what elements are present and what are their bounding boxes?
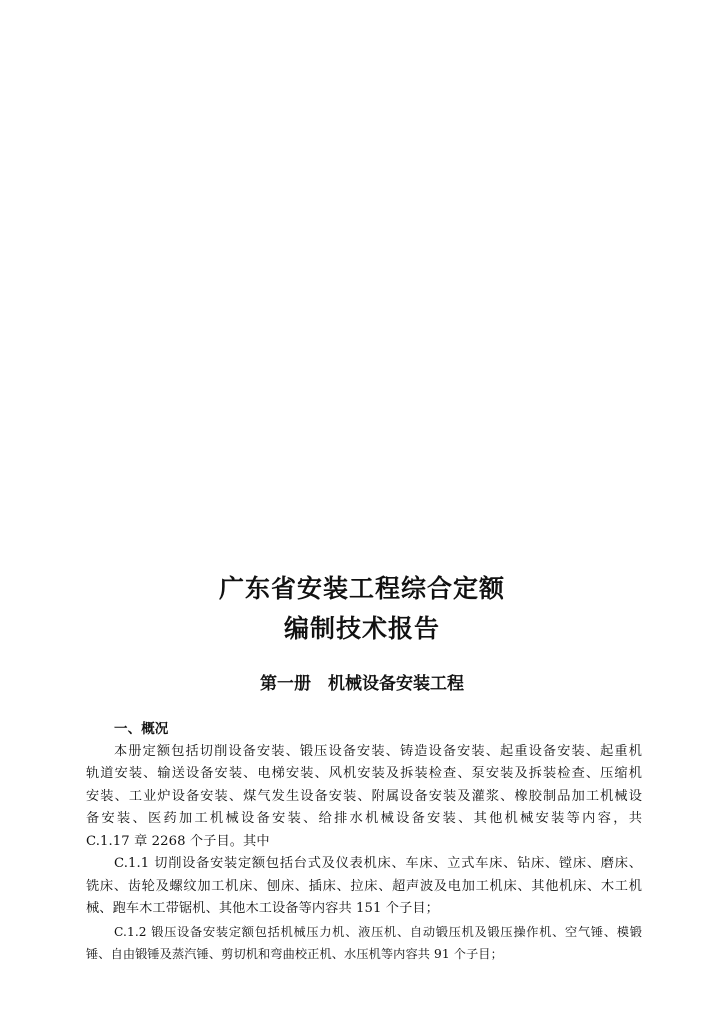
paragraph-line: 安装、工业炉设备安装、煤气发生设备安装、附属设备安装及灌浆、橡胶制品加工机械设 (86, 788, 642, 804)
report-title-line-1: 广东省安装工程综合定额 (218, 574, 505, 603)
paragraph-line: C.1.1 切削设备安装定额包括台式及仪表机床、车床、立式车床、钻床、镗床、磨床、 (114, 856, 642, 871)
paragraph-line: 铣床、齿轮及螺纹加工机床、刨床、插床、拉床、超声波及电加工机床、其他机床、木工机 (86, 878, 642, 894)
paragraph-line: 锤、自由锻锤及蒸汽锤、剪切机和弯曲校正机、水压机等内容共 91 个子目； (86, 947, 503, 961)
report-title-line-2: 编制技术报告 (283, 614, 440, 643)
section-heading: 一、概况 (114, 721, 169, 737)
paragraph-line: 备安装、医药加工机械设备安装、给排水机械设备安装、其他机械安装等内容，共 (86, 811, 642, 826)
paragraph-line: 械、跑车木工带锯机、其他木工设备等内容共 151 个子目； (86, 901, 439, 916)
paragraph-line: C.1.2 锻压设备安装定额包括机械压力机、液压机、自动锻压机及锻压操作机、空气锤、模锻 (114, 924, 642, 939)
paragraph-line: 轨道安装、输送设备安装、电梯安装、风机安装及拆装检查、泵安装及拆装检查、压缩机 (86, 766, 642, 781)
volume-title: 第一册 机械设备安装工程 (260, 674, 464, 694)
document-body (86, 718, 642, 966)
paragraph-line: C.1.17 章 2268 个子目。其中 (86, 833, 270, 849)
paragraph-line: 本册定额包括切削设备安装、锻压设备安装、铸造设备安装、起重设备安装、起重机 (114, 743, 642, 759)
